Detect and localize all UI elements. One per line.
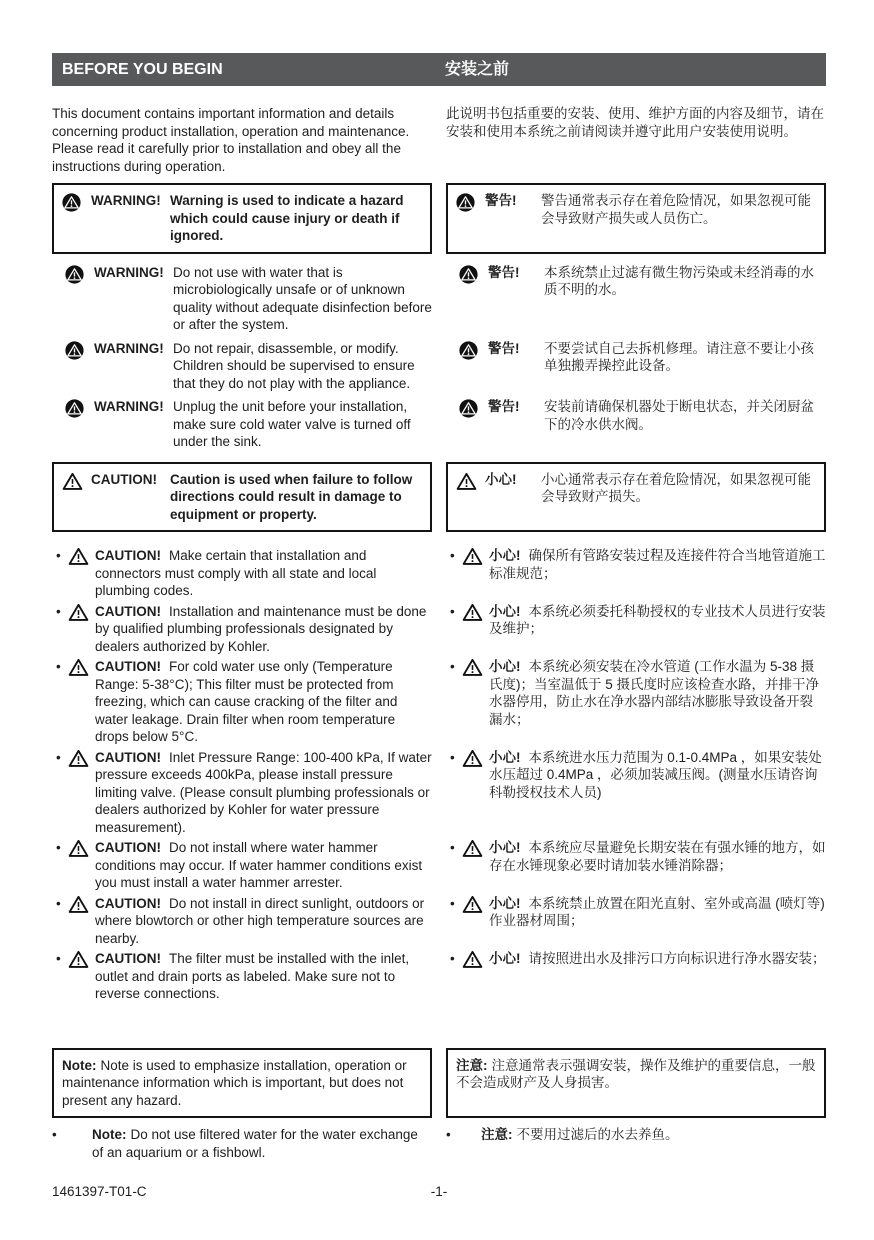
caution-body (489, 839, 826, 874)
warning-text: Do not use with water that is microbiologically unsafe or of unknown quality without adequate disinfection before or after the system. (173, 264, 432, 332)
bullet-marker: • (52, 1127, 57, 1142)
caution-text: Caution is used when failure to follow directions could result in damage to equipment or property. (170, 471, 413, 522)
caution-label: 小心! (489, 749, 521, 765)
caution-label: CAUTION! (91, 471, 157, 487)
bullet-marker: • (450, 840, 455, 855)
note-label: 注意: (481, 1127, 513, 1142)
bullet-marker: • (56, 659, 61, 674)
caution-item (52, 895, 432, 948)
caution-body (95, 895, 432, 948)
warning-row (52, 340, 826, 393)
caution-text: Installation and maintenance must be done by qualified plumbing professionals designated by dealers authorized by Kohler. (95, 603, 427, 654)
warning-circle-icon (65, 398, 86, 418)
caution-row (52, 603, 826, 656)
caution-label: 小心! (489, 951, 521, 966)
warning-row (52, 264, 826, 334)
warning-circle-icon (62, 192, 83, 212)
caution-body (489, 950, 826, 968)
caution-body (489, 603, 826, 638)
note-label: 注意: (456, 1057, 488, 1073)
warning-item (446, 398, 826, 433)
bullet-marker: • (450, 548, 455, 563)
note-definition-box-en (52, 1048, 432, 1119)
caution-triangle-icon (68, 749, 95, 768)
caution-text: 本系统禁止放置在阳光直射、室外或高温 (喷灯等) 作业器材周围； (489, 895, 825, 928)
caution-label: CAUTION! (95, 749, 161, 765)
caution-triangle-icon (462, 749, 489, 768)
bullet-marker: • (450, 951, 455, 966)
note-label: Note: (62, 1057, 97, 1073)
warning-label: WARNING! (94, 340, 164, 356)
caution-triangle-icon (462, 950, 489, 969)
caution-item (446, 839, 826, 874)
warning-circle-icon (459, 398, 480, 418)
caution-triangle-icon (68, 839, 95, 858)
intro-paragraph-en: This document contains important information and details concerning product installation, operation and maintenance. Please read it carefully prior to installation and obey all the instructions during operation. (52, 106, 410, 174)
caution-triangle-icon (456, 471, 477, 491)
bullet-marker: • (56, 548, 61, 563)
warning-item (52, 340, 432, 393)
bullet-marker: • (56, 840, 61, 855)
warning-item (446, 340, 826, 375)
caution-item (52, 749, 432, 837)
bullet-marker: • (450, 603, 455, 619)
caution-item (446, 895, 826, 930)
caution-triangle-icon (462, 603, 489, 622)
caution-body (489, 749, 826, 802)
caution-item (52, 547, 432, 600)
caution-item (446, 749, 826, 802)
caution-row (52, 658, 826, 746)
document-number: 1461397-T01-C (52, 1184, 147, 1199)
caution-text: For cold water use only (Temperature Range: 5-38°C); This filter must be protected from freezing, which can cause cracking of the filter and water leakage. Drain filter when room temperature drops below 5°C. (95, 659, 398, 744)
caution-row (52, 950, 826, 1003)
caution-body (95, 749, 432, 837)
caution-text: 本系统应尽量避免长期安装在有强水锤的地方，如存在水锤现象必要时请加装水锤消除器； (489, 840, 826, 873)
warning-definition-box-zh (446, 183, 826, 254)
bullet-marker: • (56, 951, 61, 966)
caution-item (52, 839, 432, 892)
bullet-marker: • (56, 749, 61, 765)
caution-body (489, 895, 826, 930)
caution-text: 小心通常表示存在着危险情况，如果忽视可能会导致财产损失。 (541, 471, 811, 504)
page-number: -1- (430, 1184, 448, 1199)
warning-row (52, 398, 826, 451)
caution-label: CAUTION! (95, 659, 161, 674)
intro-paragraph-zh: 此说明书包括重要的安装、使用、维护方面的内容及细节，请在安装和使用本系统之前请阅读并遵守此用户安装使用说明。 (446, 106, 824, 139)
caution-item (52, 658, 432, 746)
caution-triangle-icon (68, 895, 95, 914)
warning-circle-icon (459, 340, 480, 360)
note-body (481, 1126, 826, 1144)
caution-item (446, 658, 826, 728)
warning-label: WARNING! (91, 193, 161, 208)
note-text: 注意通常表示强调安装，操作及维护的重要信息，一般不会造成财产及人身损害。 (456, 1057, 816, 1090)
caution-triangle-icon (62, 471, 83, 491)
bullet-marker: • (450, 895, 455, 911)
caution-item (52, 603, 432, 656)
caution-text: 本系统必须安装在冷水管道 (工作水温为 5-38 摄氏度)；当室温低于 5 摄氏度时应该检查水路，并排干净水器停用，防止水在净水器内部结冰膨胀导致设备开裂漏水； (489, 659, 820, 727)
warning-label: 警告! (488, 399, 520, 414)
caution-triangle-icon (68, 603, 95, 622)
bullet-marker: • (446, 1127, 451, 1142)
bullet-marker: • (450, 659, 455, 674)
caution-text: Inlet Pressure Range: 100-400 kPa, If water pressure exceeds 400kPa, please install pressure limiting valve. (Please consult plumbing professionals or dealers authorized by Kohler for water pressure measurement). (95, 749, 432, 835)
note-text: Do not use filtered water for the water exchange of an aquarium or a fishbowl. (92, 1127, 418, 1160)
caution-body (95, 950, 432, 1003)
caution-text: 本系统必须委托科勒授权的专业技术人员进行安装及维护； (489, 603, 826, 636)
warning-definition-row (52, 183, 826, 254)
caution-label: 小心! (489, 603, 521, 619)
caution-definition-box-en (52, 462, 432, 533)
warning-label: 警告! (488, 264, 520, 280)
note-definition-row (52, 1048, 826, 1119)
bullet-marker: • (56, 895, 61, 911)
caution-triangle-icon (462, 547, 489, 566)
caution-triangle-icon (68, 950, 95, 969)
caution-label: 小心! (489, 548, 521, 563)
caution-row (52, 895, 826, 948)
caution-label: 小心! (485, 471, 517, 487)
caution-label: CAUTION! (95, 548, 161, 563)
footer (52, 1183, 826, 1201)
caution-item (446, 950, 826, 969)
warning-circle-icon (65, 340, 86, 360)
warning-item (52, 398, 432, 451)
warning-text: Do not repair, disassemble, or modify. Children should be supervised to ensure that they do not play with the appliance. (173, 340, 415, 391)
caution-text: The filter must be installed with the inlet, outlet and drain ports as labeled. Make sure not to reverse connections. (95, 951, 410, 1001)
caution-label: CAUTION! (95, 603, 161, 619)
caution-body (95, 547, 432, 600)
section-title-en: BEFORE YOU BEGIN (62, 60, 223, 78)
caution-label: 小心! (489, 895, 521, 911)
warning-text: 安装前请确保机器处于断电状态，并关闭厨盆下的冷水供水阀。 (544, 399, 814, 432)
caution-triangle-icon (68, 658, 95, 677)
warning-text: Warning is used to indicate a hazard which could cause injury or death if ignored. (170, 193, 404, 243)
warning-circle-icon (65, 264, 86, 284)
warning-item (52, 264, 432, 334)
caution-body (489, 658, 826, 728)
caution-row (52, 749, 826, 837)
warning-definition-box-en (52, 183, 432, 254)
intro-row (52, 105, 826, 175)
caution-definition-row (52, 462, 826, 533)
caution-label: CAUTION! (95, 840, 161, 855)
note-text: Note is used to emphasize installation, operation or maintenance information which is important, but does not present any hazard. (62, 1057, 407, 1108)
note-row (52, 1126, 826, 1161)
note-definition-box-zh (446, 1048, 826, 1119)
caution-text: 本系统进水压力范围为 0.1-0.4MPa ，如果安装处水压超过 0.4MPa ，必须加装减压阀。(测量水压请咨询科勒授权技术人员) (489, 749, 822, 800)
caution-triangle-icon (462, 839, 489, 858)
warning-label: WARNING! (94, 399, 164, 414)
note-item (52, 1126, 432, 1161)
warning-item (446, 264, 826, 299)
caution-label: 小心! (489, 659, 521, 674)
caution-definition-box-zh (446, 462, 826, 533)
caution-triangle-icon (462, 658, 489, 677)
note-item (446, 1126, 826, 1144)
warning-text: 警告通常表示存在着危险情况，如果忽视可能会导致财产损失或人员伤亡。 (541, 193, 811, 226)
caution-row (52, 839, 826, 892)
caution-triangle-icon (68, 547, 95, 566)
caution-label: CAUTION! (95, 895, 161, 911)
caution-item (446, 547, 826, 582)
caution-row (52, 547, 826, 600)
warning-label: 警告! (488, 340, 520, 356)
note-label: Note: (92, 1127, 127, 1142)
section-header-bar (52, 53, 826, 86)
caution-body (95, 839, 432, 892)
warning-text: 本系统禁止过滤有微生物污染或未经消毒的水质不明的水。 (544, 264, 814, 297)
caution-label: 小心! (489, 840, 521, 855)
caution-item (52, 950, 432, 1003)
note-text: 不要用过滤后的水去养鱼。 (516, 1127, 679, 1142)
caution-text: Do not install in direct sunlight, outdoors or where blowtorch or other high temperature sources are nearby. (95, 895, 425, 946)
caution-body (95, 658, 432, 746)
warning-circle-icon (459, 264, 480, 284)
caution-text: Make certain that installation and connectors must comply with all state and local plumbing codes. (95, 548, 377, 598)
bullet-marker: • (56, 603, 61, 619)
caution-item (446, 603, 826, 638)
caution-text: Do not install where water hammer conditions may occur. If water hammer conditions exist you must install a water hammer arrester. (95, 840, 423, 890)
caution-text: 确保所有管路安装过程及连接件符合当地管道施工标准规范； (489, 548, 826, 581)
warning-text: Unplug the unit before your installation, make sure cold water valve is turned off under the sink. (173, 399, 411, 449)
warning-circle-icon (456, 192, 477, 212)
section-title-zh: 安装之前 (445, 60, 510, 78)
warning-label: WARNING! (94, 264, 164, 280)
caution-body (489, 547, 826, 582)
warning-text: 不要尝试自己去拆机修理。请注意不要让小孩单独搬弄操控此设备。 (544, 340, 814, 373)
caution-body (95, 603, 432, 656)
caution-label: CAUTION! (95, 951, 161, 966)
warning-label: 警告! (485, 193, 517, 208)
bullet-marker: • (450, 749, 455, 765)
note-body (92, 1126, 432, 1161)
caution-text: 请按照进出水及排污口方向标识进行净水器安装； (528, 951, 826, 966)
caution-triangle-icon (462, 895, 489, 914)
